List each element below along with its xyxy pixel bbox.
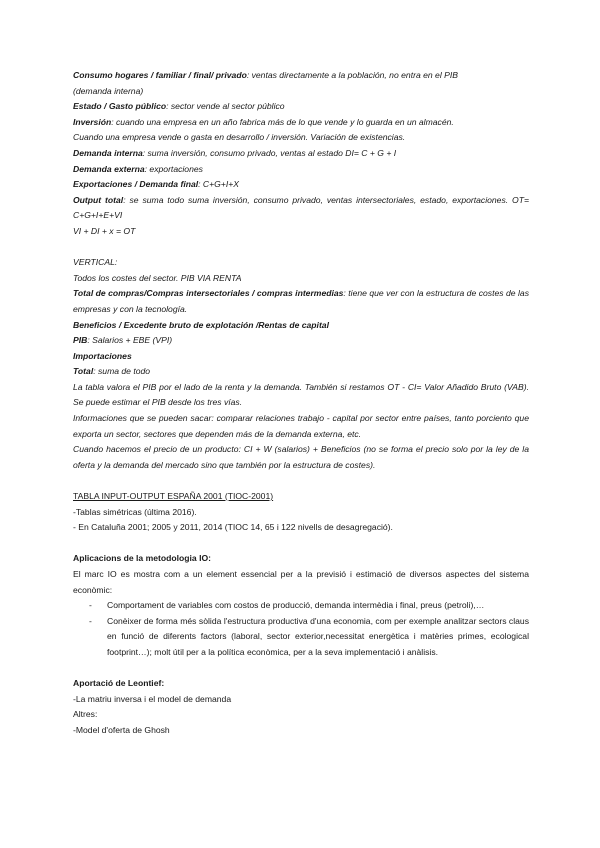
precio-paragraph: Cuando hacemos el precio de un producto: CI + W (salarios) + Beneficios (no se forma el precio solo por la ley de la oferta y la demanda del mercado sino que también por la estructura de costes).	[73, 444, 529, 470]
spacer	[73, 661, 529, 677]
importaciones-line	[73, 349, 529, 365]
altres-line: Altres:	[73, 709, 98, 720]
compras-term: Total de compras/Compras intersectoriales / compras intermedias	[73, 288, 344, 299]
matriu-inversa-line: -La matriu inversa i el model de demanda	[73, 693, 232, 704]
dash-bullet: -	[89, 600, 92, 611]
output-total-term: Output total	[73, 194, 124, 205]
total-term: Total	[73, 366, 94, 377]
inversion-term: Inversión	[73, 116, 112, 127]
tablas-simetricas-line: -Tablas simétricas (última 2016).	[73, 506, 197, 517]
pib-line	[73, 333, 529, 349]
exportaciones-def: : C+G+I+X	[198, 179, 239, 190]
inversion-line-2: Cuando una empresa vende o gasta en desarrollo / inversión. Variación de existencias.	[73, 132, 406, 143]
tioc-heading: TABLA INPUT-OUTPUT ESPAÑA 2001 (TIOC-2001)	[73, 491, 274, 502]
dash-bullet: -	[89, 615, 92, 626]
aplicacions-list	[73, 598, 529, 660]
formula-line: VI + DI + x = OT	[73, 225, 136, 236]
tabla-valora-paragraph: La tabla valora el PIB por el lado de la renta y la demanda. También si restamos OT - CI= Valor Añadido Bruto (VAB). Se puede estimar el PIB desde los tres vías.	[73, 381, 529, 408]
pib-def: : Salarios + EBE (VPI)	[87, 335, 173, 346]
consumo-def: : ventas directamente a la población, no entra en el PIB	[246, 70, 458, 80]
spacer	[73, 240, 529, 256]
list-item: - Conèixer de forma més sòlida l'estructura productiva d'una economia, com per exemple analitzar sectors claus en funció de diferents factors (laboral, sector exterior,necessitat energètica i matèries primes, ecological footprint…); molt útil per a la política econòmica, per a la seva implementació i anàlisis.	[89, 615, 529, 657]
compras-paragraph	[73, 286, 529, 317]
document-page	[73, 68, 529, 739]
inversion-def: : cuando una empresa en un año fabrica más de lo que vende y lo guarda en un almacén.	[111, 116, 454, 127]
beneficios-line	[73, 318, 529, 334]
total-line	[73, 364, 529, 380]
informaciones-paragraph: Informaciones que se pueden sacar: comparar relaciones trabajo - capital por sector entre países, tanto porciento que exporta un sector, sectores que dependen más de la demanda externa, etc.	[73, 413, 529, 439]
spacer	[73, 473, 529, 489]
cataluna-line: - En Cataluña 2001; 2005 y 2011, 2014 (TIOC 14, 65 i 122 nivells de desagregació).	[73, 522, 393, 533]
importaciones-term: Importaciones	[73, 350, 132, 361]
demanda-externa-def: : exportaciones	[144, 163, 203, 174]
spacer	[73, 536, 529, 552]
output-total-paragraph	[73, 193, 529, 224]
exportaciones-term: Exportaciones / Demanda final	[73, 179, 199, 190]
demanda-interna-term: Demanda interna	[73, 147, 143, 158]
leontief-heading: Aportació de Leontief:	[73, 678, 165, 689]
inversion-line	[73, 115, 529, 131]
demanda-externa-term: Demanda externa	[73, 163, 145, 174]
demanda-interna-def: : suma inversión, consumo privado, ventas al estado DI= C + G + I	[142, 147, 397, 158]
estado-line	[73, 99, 529, 115]
ghosh-line: -Model d'oferta de Ghosh	[73, 724, 170, 735]
total-def: : suma de todo	[93, 366, 151, 377]
output-total-def: : se suma todo suma inversión, consumo privado, ventas intersectoriales, estado, exportaciones. OT= C+G+I+E+VI	[73, 194, 529, 221]
consumo-line	[73, 68, 529, 84]
aplicacions-heading: Aplicacions de la metodologia IO:	[73, 553, 211, 564]
consumo-term: Consumo hogares / familiar / final/ privado	[73, 70, 247, 80]
exportaciones-line	[73, 177, 529, 193]
aplicacions-intro: El marc IO es mostra com a un element essencial per a la previsió i estimació de diversos aspectes del sistema econòmic:	[73, 569, 529, 595]
estado-term: Estado / Gasto público	[73, 101, 167, 112]
compras-def: : tiene que ver con la estructura de costes de las empresas y con la tecnología.	[73, 288, 529, 314]
vertical-heading: VERTICAL:	[73, 257, 118, 268]
demanda-externa-line	[73, 162, 529, 178]
consumo-line-2: (demanda interna)	[73, 85, 144, 96]
demanda-interna-line	[73, 146, 529, 162]
pib-term: PIB	[73, 335, 88, 346]
beneficios-term: Beneficios / Excedente bruto de explotación /Rentas de capital	[73, 319, 329, 330]
list-item: - Comportament de variables com costos de producció, demanda intermèdia i final, preus (petroli),…	[73, 598, 529, 614]
costes-line: Todos los costes del sector. PIB VIA RENTA	[73, 272, 242, 283]
estado-def: : sector vende al sector público	[166, 101, 285, 112]
